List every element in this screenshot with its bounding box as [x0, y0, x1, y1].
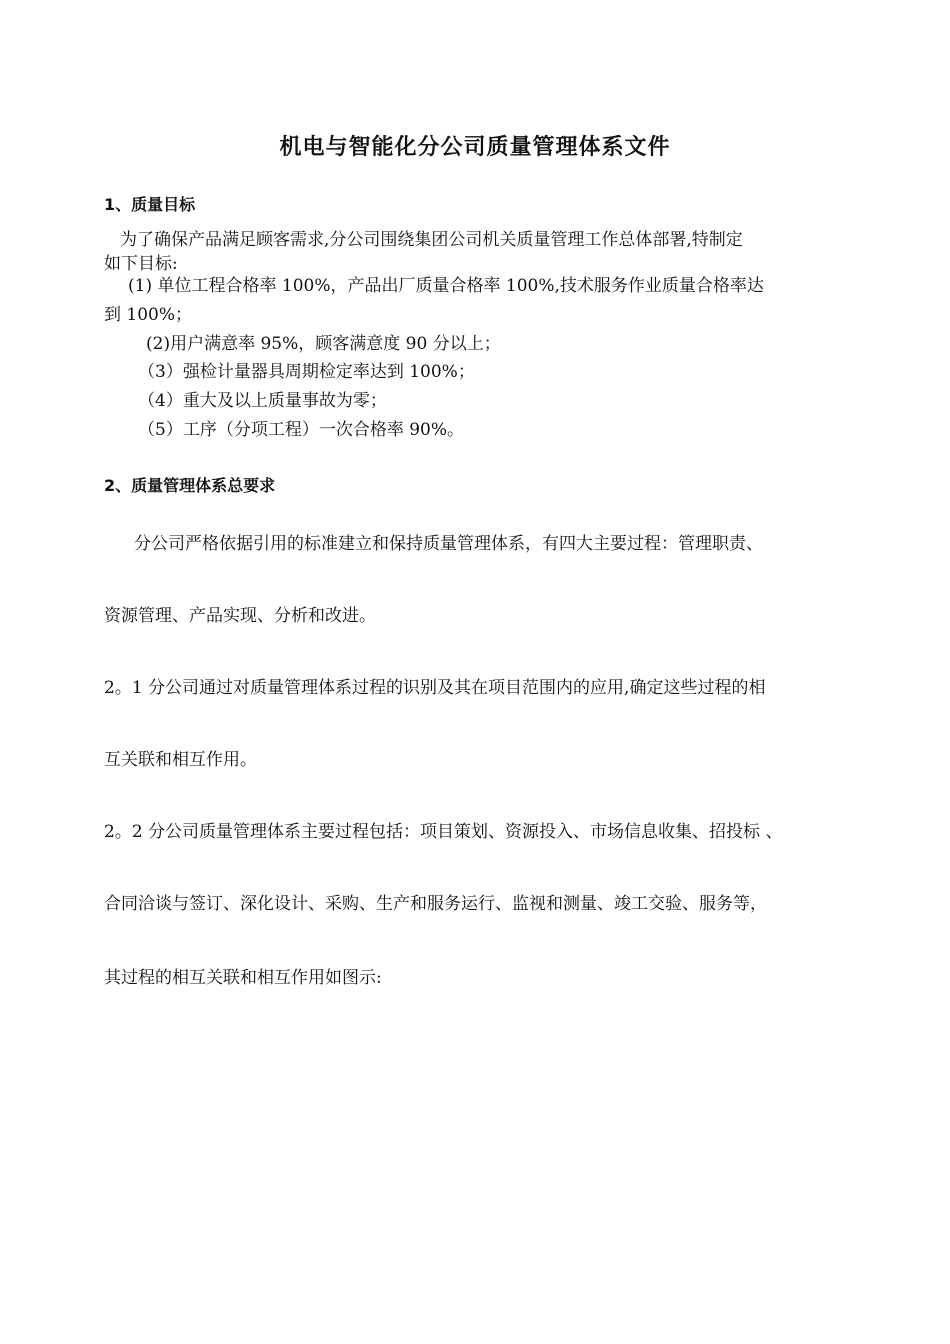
goal-item-1-line-2: 到 100%；	[104, 305, 193, 325]
section-1-intro-line-1: 为了确保产品满足顾客需求,分公司围绕集团公司机关质量管理工作总体部署,特制定	[120, 230, 743, 250]
section-2-para-1-line-1: 分公司严格依据引用的标准建立和保持质量管理体系，有四大主要过程：管理职责、	[134, 534, 763, 554]
section-2-para-1-line-2: 资源管理、产品实现、分析和改进。	[104, 606, 376, 626]
section-2-para-3-line-1: 2。2 分公司质量管理体系主要过程包括：项目策划、资源投入、市场信息收集、招投标 、	[104, 822, 783, 842]
section-1-intro-line-2: 如下目标:	[104, 254, 178, 274]
section-2-para-3-line-2: 合同洽谈与签订、深化设计、采购、生产和服务运行、监视和测量、竣工交验、服务等，	[104, 894, 767, 914]
section-2-heading: 2、质量管理体系总要求	[104, 476, 276, 495]
section-2-para-2-line-1: 2。1 分公司通过对质量管理体系过程的识别及其在项目范围内的应用,确定这些过程的相	[104, 678, 766, 698]
section-1-heading: 1、质量目标	[104, 195, 196, 214]
document-title: 机电与智能化分公司质量管理体系文件	[279, 135, 671, 160]
goal-item-3: （3）强检计量器具周期检定率达到 100%；	[138, 362, 475, 382]
section-2-para-2-line-2: 互关联和相互作用。	[104, 750, 257, 770]
section-2-para-3-line-3: 其过程的相互关联和相互作用如图示:	[104, 968, 382, 988]
goal-item-4: （4）重大及以上质量事故为零；	[138, 391, 387, 411]
goal-item-5: （5）工序（分项工程）一次合格率 90%。	[138, 420, 465, 440]
goal-item-1-line-1: (1) 单位工程合格率 100%，产品出厂质量合格率 100%,技术服务作业质量合格率达	[128, 276, 764, 296]
goal-item-2: (2)用户满意率 95%，顾客满意度 90 分以上；	[146, 334, 501, 354]
